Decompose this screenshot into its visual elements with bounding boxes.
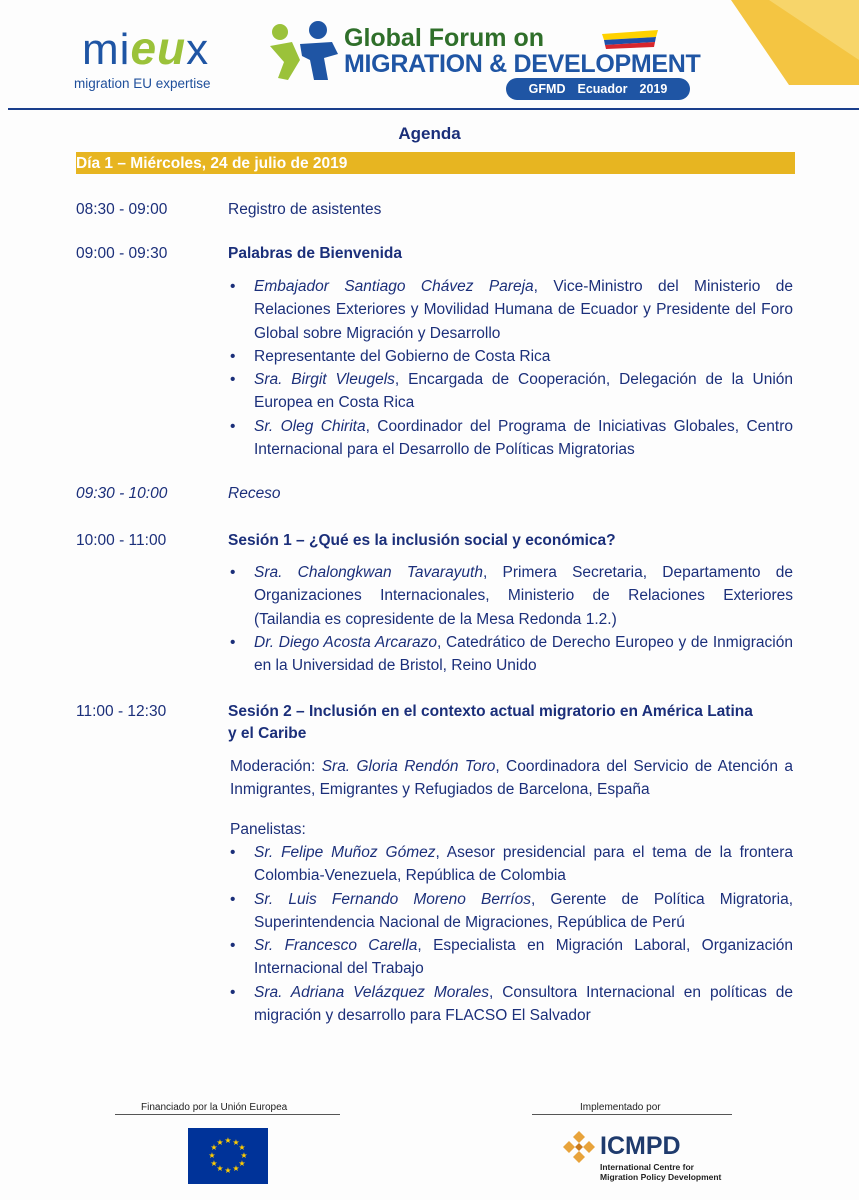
sesion2-time: 11:00 - 12:30 <box>76 703 167 720</box>
list-item: • Sr. Felipe Muñoz Gómez, Asesor presidencial para el tema de la frontera Colombia-Venezuela, República de Colombia <box>230 844 793 885</box>
receso-title: Receso <box>228 485 281 502</box>
speaker-name: Embajador Santiago Chávez Pareja <box>254 278 534 295</box>
svg-text:★: ★ <box>210 1143 218 1152</box>
speaker-name: Sra. Chalongkwan Tavarayuth <box>254 564 483 581</box>
speaker-role: , Gerente de Política Migratoria, Superintendencia Nacional de Migraciones, República de Perú <box>254 890 793 931</box>
svg-text:★: ★ <box>238 1159 246 1168</box>
speaker-role: Representante del Gobierno de Costa Rica <box>254 347 551 365</box>
bienvenida-time: 09:00 - 09:30 <box>76 245 168 262</box>
gfmd-badge <box>506 78 690 100</box>
list-item: • Dr. Diego Acosta Arcarazo, Catedrático de Derecho Europeo y de Inmigración en la Universidad de Bristol, Reino Unido <box>230 633 793 675</box>
speaker-name: Sr. Luis Fernando Moreno Berríos <box>254 890 531 908</box>
mieux-logo-eu: eu <box>130 22 187 74</box>
list-item: • Sra. Birgit Vleugels, Encargada de Cooperación, Delegación de la Unión Europea en Costa Rica <box>230 371 794 412</box>
mieux-logo-pre: mi <box>82 25 131 74</box>
sesion2-list <box>230 841 793 1027</box>
icmpd-subtitle <box>600 1162 721 1182</box>
gfmd-title-line1: Global Forum on <box>344 24 544 52</box>
mieux-logo-post: x <box>186 25 210 74</box>
speaker-name: Dr. Diego Acosta Arcarazo <box>254 633 437 651</box>
sesion2-title-line2: y el Caribe <box>228 725 307 742</box>
sesion2-title-line1: Sesión 2 – Inclusión en el contexto actual migratorio en América Latina <box>228 703 753 720</box>
list-item: • Sr. Luis Fernando Moreno Berríos, Gerente de Política Migratoria, Superintendencia Nacional de Migraciones, República de Perú <box>230 890 793 931</box>
list-item: • Sr. Oleg Chirita, Coordinador del Programa de Iniciativas Globales, Centro Internacional para el Desarrollo de Políticas Migratorias <box>230 417 793 459</box>
gfmd-people-icon <box>266 20 342 82</box>
moderacion-text: , Coordinadora del Servicio de Atención a Inmigrantes, Emigrantes y Refugiados de Barcelona, España <box>230 758 793 799</box>
sesion1-title: Sesión 1 – ¿Qué es la inclusión social y económica? <box>228 532 616 549</box>
speaker-name: Sr. Oleg Chirita <box>254 417 366 435</box>
speaker-role: , Asesor presidencial para el tema de la frontera Colombia-Venezuela, República de Colombia <box>254 844 793 885</box>
registro-title: Registro de asistentes <box>228 201 382 218</box>
page-title: Agenda <box>398 124 461 143</box>
speaker-role: , Consultora Internacional en políticas de migración y desarrollo para FLACSO El Salvador <box>254 983 793 1025</box>
speaker-name: Sra. Adriana Velázquez Morales <box>254 983 489 1001</box>
day-banner <box>76 152 795 174</box>
svg-text:★: ★ <box>238 1143 246 1152</box>
implemented-by-label: Implementado por <box>580 1102 661 1113</box>
svg-text:★: ★ <box>216 1138 224 1147</box>
icmpd-subtitle-line1: International Centre for <box>600 1162 694 1172</box>
speaker-name: Sr. Felipe Muñoz Gómez <box>254 844 436 861</box>
list-item: • Sra. Chalongkwan Tavarayuth, Primera Secretaria, Departamento de Organizaciones Internacionales, Ministerio de Relaciones Exteriores (Tailandia es copresidente de la Mesa Redonda 1.2.) <box>230 564 793 628</box>
speaker-role: , Vice-Ministro del Ministerio de Relaciones Exteriores y Movilidad Humana de Ecuador y Presidente del Foro Global sobre Migración y Desarrollo <box>254 278 793 342</box>
mieux-logo <box>82 24 209 74</box>
svg-text:★: ★ <box>210 1159 218 1168</box>
svg-text:★: ★ <box>224 1136 232 1145</box>
speaker-role: , Catedrático de Derecho Europeo y de Inmigración en la Universidad de Bristol, Reino Unido <box>254 633 793 675</box>
icmpd-name: ICMPD <box>600 1132 681 1160</box>
svg-text:★: ★ <box>232 1164 240 1173</box>
footer-rule-right <box>532 1114 732 1115</box>
list-item: • Sra. Adriana Velázquez Morales, Consultora Internacional en políticas de migración y desarrollo para FLACSO El Salvador <box>230 983 793 1025</box>
gfmd-badge-gfmd: GFMD <box>528 82 566 96</box>
speaker-role: , Encargada de Cooperación, Delegación de la Unión Europea en Costa Rica <box>254 371 794 412</box>
day-banner-text: Día 1 – Miércoles, 24 de julio de 2019 <box>76 155 348 172</box>
speaker-role: , Primera Secretaria, Departamento de Organizaciones Internacionales, Ministerio de Relaciones Exteriores (Tailandia es copresidente de la Mesa Redonda 1.2.) <box>254 564 793 628</box>
moderacion <box>230 755 793 802</box>
svg-text:★: ★ <box>240 1151 248 1160</box>
speaker-role: , Coordinador del Programa de Iniciativas Globales, Centro Internacional para el Desarrollo de Políticas Migratorias <box>254 417 793 459</box>
header-divider <box>8 108 859 110</box>
sesion1-list <box>230 561 793 677</box>
mieux-tagline: migration EU expertise <box>74 76 211 91</box>
svg-text:★: ★ <box>224 1166 232 1175</box>
speaker-name: Sra. Birgit Vleugels <box>254 371 395 389</box>
gfmd-title-line2: MIGRATION & DEVELOPMENT <box>344 50 701 78</box>
list-item: • Sr. Francesco Carella, Especialista en Migración Laboral, Organización Internacional del Trabajo <box>230 937 793 978</box>
sesion1-time: 10:00 - 11:00 <box>76 532 167 549</box>
eu-flag-icon <box>188 1128 268 1184</box>
list-item: • Embajador Santiago Chávez Pareja, Vice-Ministro del Ministerio de Relaciones Exteriores y Movilidad Humana de Ecuador y Presidente del Foro Global sobre Migración y Desarrollo <box>230 278 793 342</box>
footer-rule-left <box>115 1114 340 1115</box>
bienvenida-list <box>230 275 793 461</box>
svg-text:★: ★ <box>208 1151 216 1160</box>
registro-time: 08:30 - 09:00 <box>76 201 168 218</box>
speaker-role: , Especialista en Migración Laboral, Organización Internacional del Trabajo <box>254 937 793 978</box>
corner-decoration <box>729 0 859 85</box>
icmpd-logo-icon <box>562 1130 596 1164</box>
list-item: • Representante del Gobierno de Costa Rica <box>230 347 551 365</box>
moderacion-name: Sra. Gloria Rendón Toro <box>321 758 496 775</box>
ecuador-flag-icon <box>600 28 660 50</box>
moderacion-label: Moderación: <box>230 758 322 775</box>
receso-time: 09:30 - 10:00 <box>76 485 168 502</box>
svg-text:★: ★ <box>216 1164 224 1173</box>
svg-text:★: ★ <box>232 1138 240 1147</box>
gfmd-badge-country: Ecuador <box>577 82 628 96</box>
icmpd-subtitle-line2: Migration Policy Development <box>600 1172 722 1182</box>
panelistas-label: Panelistas: <box>230 821 306 838</box>
speaker-name: Sr. Francesco Carella <box>254 937 418 955</box>
funded-by-label: Financiado por la Unión Europea <box>141 1102 288 1113</box>
gfmd-badge-year: 2019 <box>639 82 668 96</box>
bienvenida-title: Palabras de Bienvenida <box>228 245 403 262</box>
